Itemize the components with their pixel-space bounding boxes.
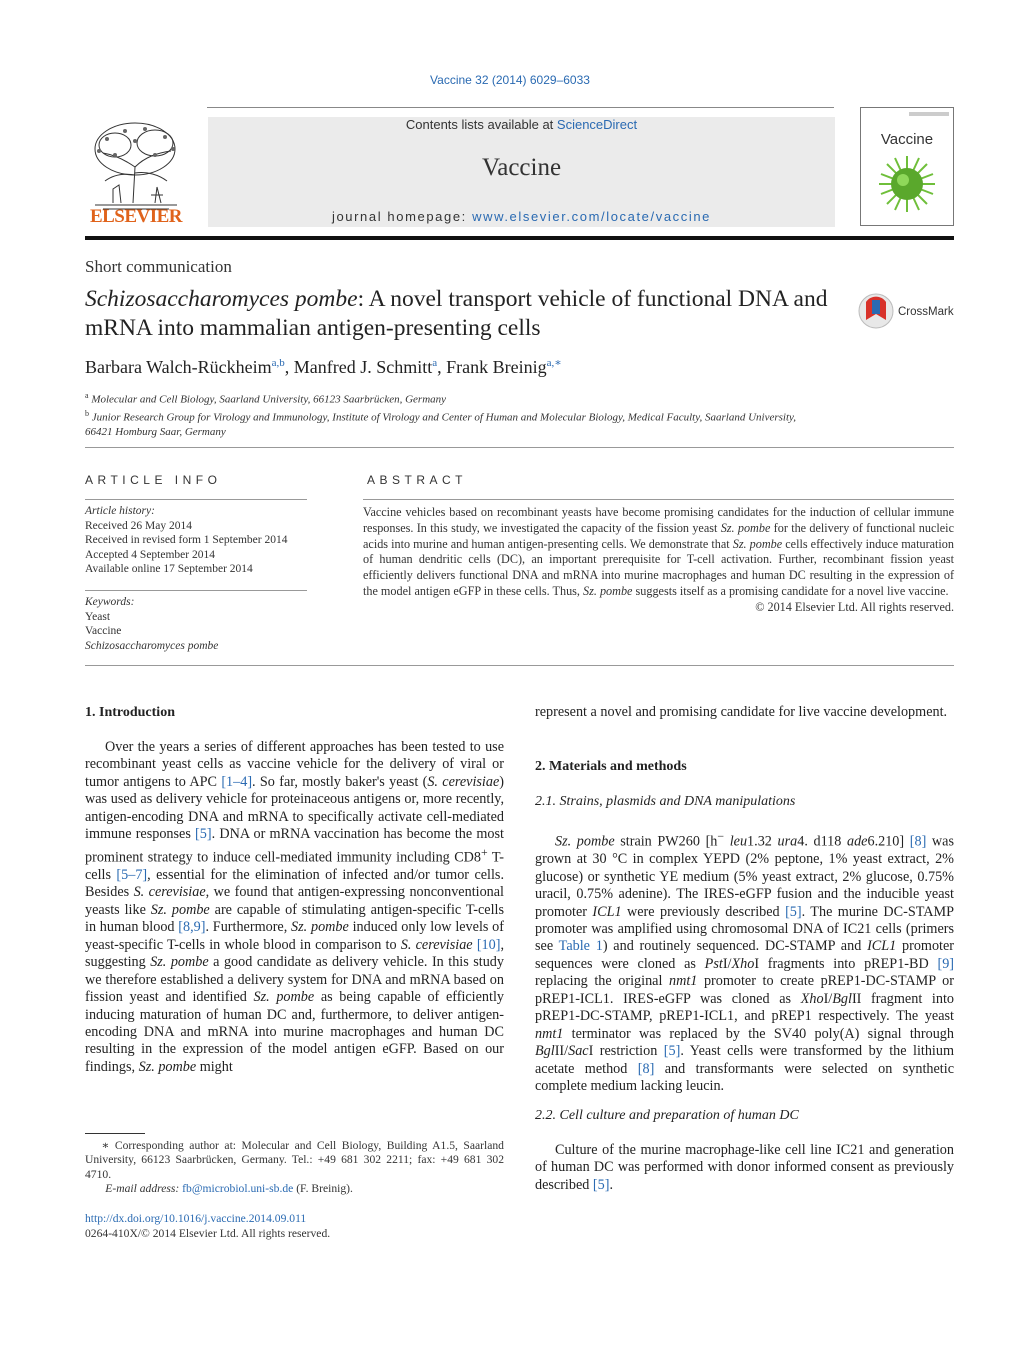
text-span: I/ [722,955,732,972]
text-span: was grown at 30 °C in complex YEPD (2% peptone, 1% yeast extract, 2% glucose) or synthetic YE medium (5% yeast extract, 2% glucose, 0.75% uracil, 0.75% adenine). The IRES-eGFP fusion and the inducible yeast promoter [535,833,954,920]
superscript: − [717,829,725,843]
species-italic: Sz. pombe [583,583,633,598]
enzyme-italic: Bgl [535,1043,555,1060]
homepage-prefix: journal homepage: [331,209,473,224]
text-span: , suggesting [85,936,505,971]
history-item: Received 26 May 2014 [85,519,192,532]
homepage-line [208,209,835,224]
footnote-star: ∗ [101,1139,110,1152]
abstract-text [363,505,954,616]
crossmark-label: CrossMark [898,306,954,318]
text-span: I restriction [588,1043,664,1060]
contents-line [208,117,835,132]
species-italic: S. cerevisiae [427,773,500,790]
author-name[interactable]: Barbara Walch-Rückheim [85,357,272,377]
culture-paragraph [535,1142,954,1194]
keyword-item: Yeast [85,610,111,623]
text-span: ) and routinely sequenced. DC-STAMP and [602,938,868,955]
citation-link[interactable]: [1–4] [221,773,253,790]
gene-italic: ICL1 [867,938,897,955]
species-italic: S. cerevisiae [400,936,473,953]
affiliation-text: Junior Research Group for Virology and Immunology, Institute of Virology and Center of Human and Molecular Biology, Medical Faculty, Saarland University, 66421 Homburg Saar, Germany [85,411,797,438]
citation-link[interactable]: [10] [476,936,501,953]
keywords [85,595,315,653]
cover-title: Vaccine [880,131,934,148]
history-label: Article history: [85,505,155,517]
keyword-item: Vaccine [85,625,122,637]
citation-link[interactable]: [5] [785,903,802,920]
elsevier-wordmark: ELSEVIER [89,206,183,227]
table-link[interactable]: Table 1 [558,938,603,955]
crossmark-icon [858,292,958,330]
text-span: 4. d118 [797,833,847,850]
text-span: . The murine DC-STAMP promoter was amplified using chromosomal DNA of IC21 cells (primers see [535,903,954,955]
footnote-rule [85,1133,145,1134]
header-thick-rule [85,236,954,240]
sciencedirect-link[interactable]: ScienceDirect [556,117,638,132]
text-span: as being capable of efficiently inducing maturation of human DC and, furthermore, to deliver antigen-encoding DNA and mRNA into murine macrophages and human DC resulting in the expression of the model antigen eGFP. Based on our findings, [85,989,504,1075]
affiliation-label: a [85,391,89,400]
citation-link[interactable]: [8,9] [178,919,206,936]
text-span: . DNA or mRNA vaccination has become the most prominent strategy to induce cell-mediated immunity including CD8 [85,826,504,866]
footnote-text: Corresponding author at: Molecular and Cell Biology, Building A1.5, Saarland University, 66123 Saarbrücken, Germany. Tel.: +49 681 302 2211; fax: +49 681 302 4710. [85,1139,504,1181]
citation-link[interactable]: [5] [663,1043,681,1060]
species-italic: Sz. pombe [253,989,315,1006]
text-span: II fragment into pREP1-DC-STAMP, pREP1-ICL1, and pREP1 respectively. The yeast [535,990,954,1025]
species-italic: Sz. pombe [150,954,209,971]
culture-subheading: 2.2. Cell culture and preparation of human DC [535,1108,799,1123]
affiliation-text: Molecular and Cell Biology, Saarland University, 66123 Saarbrücken, Germany [91,393,447,406]
gene-italic: leu [729,833,748,850]
author-list: Barbara Walch-Rückheim$^{a,b}$, Manfred J. Schmitt$^a$, Frank Breinig$^{a,∗}$ [85,357,562,377]
text-span: . Furthermore, [205,919,292,936]
text-span: promoter sequences were cloned as [535,938,955,972]
text-span: were previously described [621,903,786,920]
text-span: 1.32 [747,833,778,850]
divider [363,499,954,500]
text-span: induced only low levels of yeast-specific T-cells in whole blood in comparison to [85,919,505,953]
intro-heading: 1. Introduction [85,705,175,720]
text-span: , essential for the elimination of infected and/or tumor cells. Besides [85,866,504,901]
abstract-heading: ABSTRACT [367,473,468,487]
strains-paragraph [535,828,954,1096]
enzyme-italic: Bgl [832,990,852,1007]
enzyme-italic: Xho [800,990,824,1007]
gene-italic: ade [846,833,868,850]
journal-cover[interactable] [860,107,954,226]
article-title [85,285,845,343]
species-italic: Sz. pombe [732,536,783,551]
text-span: are capable of stimulating antigen-specific T-cells in human blood [85,901,504,936]
species-italic: S. cerevisiae [133,884,206,901]
header-top-rule [207,107,834,108]
email-label: E-mail address: [105,1181,183,1195]
affiliation-item [85,407,825,439]
affiliation-label: b [85,408,89,418]
text-span: promoter to create pREP1-DC-STAMP or pREP1-ICL1. IRES-eGFP was cloned as [535,973,954,1007]
article-type: Short communication [85,257,232,276]
email-suffix: (F. Breinig). [293,1181,353,1195]
issn-line: 0264-410X/© 2014 Elsevier Ltd. All rights reserved. [85,1226,331,1240]
text-span: . Yeast cells were transformed by the lithium acetate method [535,1043,954,1077]
text-span: replacing the original [535,973,669,990]
author-sup[interactable]: a,b [271,357,285,369]
keyword-item [85,639,315,654]
author-sup[interactable]: a [432,357,438,369]
intro-continued-text: represent a novel and promising candidate for live vaccine development. [535,704,948,720]
enzyme-italic: Xho [731,955,755,972]
homepage-link[interactable]: www.elsevier.com/locate/vaccine [472,209,711,224]
species-italic: Sz. pombe [150,901,210,918]
email-link[interactable]: fb@microbiol.uni-sb.de [182,1181,294,1195]
enzyme-italic: Pst [704,955,723,972]
journal-reference-link[interactable]: Vaccine 32 (2014) 6029–6033 [430,73,590,87]
gene-italic: nmt1 [535,1025,564,1042]
title-species: Schizosaccharomyces pombe [85,286,358,312]
methods-heading: 2. Materials and methods [535,759,687,774]
species-italic: Sz. pombe [720,520,771,535]
species-italic: Sz. pombe [138,1058,197,1075]
keywords-label: Keywords: [85,596,135,608]
text-span: 6.210] [867,833,910,850]
crossmark-badge[interactable] [858,292,958,330]
doi-block [85,1212,330,1241]
text-span: II/ [554,1043,569,1060]
affiliation-item [85,389,825,407]
citation-link[interactable]: [8] [909,833,927,850]
history-item: Accepted 4 September 2014 [85,548,215,561]
superscript: + [481,844,488,859]
doi-link[interactable]: http://dx.doi.org/10.1016/j.vaccine.2014.09.011 [85,1212,307,1225]
author-name[interactable]: Manfred J. Schmitt [293,357,433,377]
strains-subheading: 2.1. Strains, plasmids and DNA manipulations [535,794,796,809]
intro-paragraph [85,739,504,1076]
abstract-span: Vaccine vehicles based on recombinant yeasts have become promising candidates for the induction of cellular immune responses. In this study, we investigated the capacity of the fission yeast [363,505,954,535]
affiliations [85,389,825,439]
journal-name: Vaccine [481,154,562,181]
gene-italic: nmt1 [668,973,698,990]
citation-link[interactable]: [5] [592,1176,610,1193]
keyword-italic: Schizosaccharomyces pombe [85,639,219,652]
abstract-copyright: © 2014 Elsevier Ltd. All rights reserved. [755,599,954,614]
text-span: , we found that antigen-expressing nonconventional yeasts like [85,884,505,918]
text-span: I fragments into pREP1-BD [754,955,938,972]
gene-italic: ICL1 [592,903,622,920]
text-span: and transformants were selected on synthetic complete medium lacking leucin. [535,1060,954,1095]
text-span: . [609,1176,614,1193]
author-sup[interactable]: a,∗ [546,357,562,369]
divider [85,499,307,500]
text-span: . So far, mostly baker's yeast ( [252,773,428,790]
author-name[interactable]: Frank Breinig [446,357,547,377]
gene-italic: ura [777,833,798,850]
text-span: might [196,1058,233,1075]
article-history [85,504,315,577]
title-rest: : A novel transport vehicle of functional DNA and mRNA into mammalian antigen-presenting cells [85,286,828,341]
divider [85,590,307,591]
history-item: Available online 17 September 2014 [85,563,253,575]
text-span: I/ [823,990,833,1007]
abstract-span: cells effectively induce maturation of human dendritic cells (DC), an important prerequisite for T-cell activation. Further, recombinant fission yeast efficiently delivers functional DNA and mRNA into murine macrophages and human DC resulting in the expression of the model antigen eGFP in these cells. Thus, [363,536,954,598]
citation-link[interactable]: [5–7] [116,866,148,883]
text-span: Culture of the murine macrophage-like cell line IC21 and generation of human DC was performed with donor informed consent as previously described [535,1142,954,1193]
text-span: terminator was replaced by the SV40 poly(A) signal through [563,1025,954,1042]
contents-prefix: Contents lists available at [405,117,557,132]
intro-continued [535,704,954,721]
text-span: a good candidate as delivery vehicle. In this study we therefore established a delivery system for DNA and mRNA based on fission yeast and identified [85,954,504,1006]
article-info-heading: ARTICLE INFO [85,473,222,487]
text-span: strain PW260 [h [614,833,718,850]
abstract-span: suggests itself as a promising candidate for a novel live vaccine. [632,583,949,598]
species-italic: Sz. pombe [291,919,349,936]
text-span: ) was used as delivery vehicle for proteinaceous antigens or, more recently, antigen-encoding DNA and mRNA to specifically activate cell-mediated immune responses [85,773,505,843]
citation-link[interactable]: [9] [937,955,955,972]
citation-link[interactable]: [5] [195,826,212,843]
corresponding-author-footnote [85,1139,504,1196]
divider [85,447,954,448]
enzyme-italic: Sac [568,1043,589,1060]
vaccine-cover-icon [861,108,953,225]
citation-link[interactable]: [8] [637,1060,655,1077]
divider [85,665,954,666]
text-span: T-cells [85,849,504,883]
text-span: Over the years a series of different approaches has been tested to use recombinant yeast cells as vaccine vehicle for the delivery of viral or tumor antigens to APC [85,739,504,790]
abstract-span: for the delivery of functional nucleic acids into murine and human antigen-presenting cells. We demonstrate that [363,520,954,551]
species-italic: Sz. pombe [555,833,615,850]
history-item: Received in revised form 1 September 2014 [85,534,288,546]
